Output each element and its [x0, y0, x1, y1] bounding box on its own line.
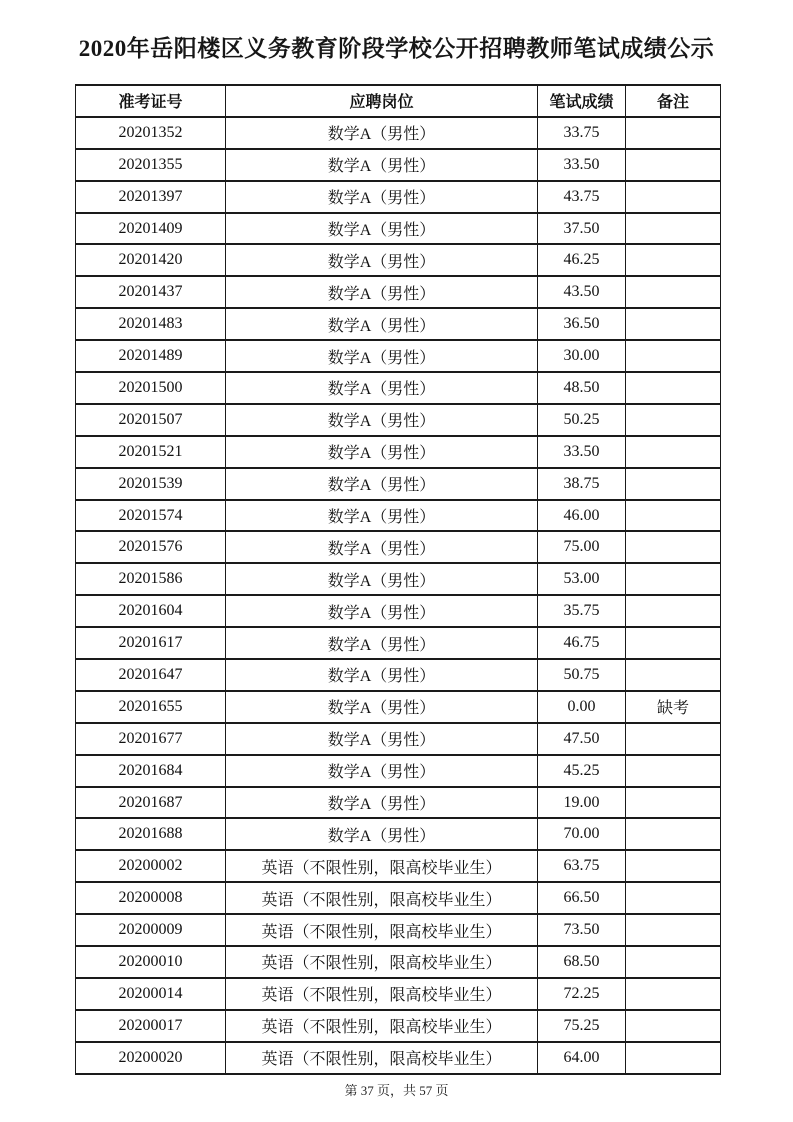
cell-written-score: 46.00 — [538, 500, 626, 532]
cell-remark — [626, 882, 721, 914]
cell-admission-number: 20201539 — [76, 468, 226, 500]
cell-position: 英语（不限性别，限高校毕业生） — [226, 914, 538, 946]
table-row — [76, 181, 721, 213]
table-row — [76, 244, 721, 276]
table-row — [76, 500, 721, 532]
cell-remark: 缺考 — [626, 691, 721, 723]
cell-position: 英语（不限性别，限高校毕业生） — [226, 1042, 538, 1074]
cell-written-score: 38.75 — [538, 468, 626, 500]
table-row — [76, 340, 721, 372]
results-table — [75, 84, 721, 1075]
cell-remark — [626, 468, 721, 500]
table-row — [76, 308, 721, 340]
cell-admission-number: 20201576 — [76, 531, 226, 563]
table-row — [76, 149, 721, 181]
cell-position: 数学A（男性） — [226, 117, 538, 149]
cell-remark — [626, 1042, 721, 1074]
table-row — [76, 372, 721, 404]
cell-position: 英语（不限性别，限高校毕业生） — [226, 882, 538, 914]
cell-written-score: 37.50 — [538, 213, 626, 245]
cell-position: 数学A（男性） — [226, 436, 538, 468]
table-row — [76, 818, 721, 850]
cell-written-score: 48.50 — [538, 372, 626, 404]
cell-position: 数学A（男性） — [226, 500, 538, 532]
cell-written-score: 50.75 — [538, 659, 626, 691]
cell-written-score: 33.75 — [538, 117, 626, 149]
cell-admission-number: 20201647 — [76, 659, 226, 691]
cell-remark — [626, 308, 721, 340]
cell-written-score: 63.75 — [538, 850, 626, 882]
cell-remark — [626, 627, 721, 659]
page-number-footer: 第 37 页，共 57 页 — [344, 1083, 449, 1098]
cell-remark — [626, 531, 721, 563]
cell-position: 数学A（男性） — [226, 563, 538, 595]
table-row — [76, 755, 721, 787]
cell-position: 数学A（男性） — [226, 723, 538, 755]
cell-admission-number: 20201355 — [76, 149, 226, 181]
cell-position: 英语（不限性别，限高校毕业生） — [226, 978, 538, 1010]
cell-written-score: 73.50 — [538, 914, 626, 946]
cell-remark — [626, 244, 721, 276]
cell-remark — [626, 181, 721, 213]
cell-admission-number: 20201684 — [76, 755, 226, 787]
cell-admission-number: 20201574 — [76, 500, 226, 532]
page-title: 2020年岳阳楼区义务教育阶段学校公开招聘教师笔试成绩公示 — [78, 36, 715, 61]
cell-position: 数学A（男性） — [226, 659, 538, 691]
cell-position: 数学A（男性） — [226, 308, 538, 340]
cell-remark — [626, 563, 721, 595]
cell-admission-number: 20201409 — [76, 213, 226, 245]
cell-written-score: 43.75 — [538, 181, 626, 213]
header-admission-number: 准考证号 — [76, 85, 226, 117]
cell-position: 数学A（男性） — [226, 340, 538, 372]
table-row — [76, 117, 721, 149]
cell-remark — [626, 149, 721, 181]
cell-remark — [626, 117, 721, 149]
cell-admission-number: 20201397 — [76, 181, 226, 213]
cell-position: 数学A（男性） — [226, 372, 538, 404]
table-row — [76, 1010, 721, 1042]
cell-position: 数学A（男性） — [226, 276, 538, 308]
header-remark: 备注 — [626, 85, 721, 117]
cell-position: 数学A（男性） — [226, 244, 538, 276]
cell-position: 英语（不限性别，限高校毕业生） — [226, 946, 538, 978]
cell-remark — [626, 850, 721, 882]
cell-position: 数学A（男性） — [226, 531, 538, 563]
cell-written-score: 68.50 — [538, 946, 626, 978]
cell-admission-number: 20201352 — [76, 117, 226, 149]
cell-remark — [626, 978, 721, 1010]
cell-written-score: 72.25 — [538, 978, 626, 1010]
cell-written-score: 46.25 — [538, 244, 626, 276]
cell-written-score: 75.25 — [538, 1010, 626, 1042]
cell-written-score: 43.50 — [538, 276, 626, 308]
table-row — [76, 276, 721, 308]
cell-admission-number: 20201489 — [76, 340, 226, 372]
table-row — [76, 468, 721, 500]
cell-position: 数学A（男性） — [226, 755, 538, 787]
cell-written-score: 35.75 — [538, 595, 626, 627]
cell-position: 数学A（男性） — [226, 404, 538, 436]
cell-admission-number: 20201507 — [76, 404, 226, 436]
cell-admission-number: 20201521 — [76, 436, 226, 468]
cell-remark — [626, 755, 721, 787]
cell-admission-number: 20201687 — [76, 787, 226, 819]
cell-remark — [626, 404, 721, 436]
cell-written-score: 36.50 — [538, 308, 626, 340]
table-row — [76, 404, 721, 436]
table-row — [76, 723, 721, 755]
cell-written-score: 30.00 — [538, 340, 626, 372]
cell-written-score: 75.00 — [538, 531, 626, 563]
cell-written-score: 64.00 — [538, 1042, 626, 1074]
cell-position: 数学A（男性） — [226, 181, 538, 213]
cell-remark — [626, 500, 721, 532]
table-row — [76, 436, 721, 468]
cell-written-score: 50.25 — [538, 404, 626, 436]
cell-admission-number: 20201420 — [76, 244, 226, 276]
cell-remark — [626, 340, 721, 372]
header-position: 应聘岗位 — [226, 85, 538, 117]
cell-remark — [626, 372, 721, 404]
cell-admission-number: 20201617 — [76, 627, 226, 659]
cell-written-score: 33.50 — [538, 436, 626, 468]
cell-admission-number: 20200002 — [76, 850, 226, 882]
cell-remark — [626, 659, 721, 691]
cell-position: 英语（不限性别，限高校毕业生） — [226, 1010, 538, 1042]
cell-written-score: 33.50 — [538, 149, 626, 181]
cell-position: 数学A（男性） — [226, 213, 538, 245]
cell-admission-number: 20201655 — [76, 691, 226, 723]
cell-admission-number: 20201677 — [76, 723, 226, 755]
cell-written-score: 53.00 — [538, 563, 626, 595]
cell-admission-number: 20201483 — [76, 308, 226, 340]
cell-remark — [626, 276, 721, 308]
cell-admission-number: 20201688 — [76, 818, 226, 850]
cell-position: 数学A（男性） — [226, 818, 538, 850]
cell-remark — [626, 818, 721, 850]
cell-admission-number: 20201586 — [76, 563, 226, 595]
results-table-body — [76, 117, 721, 1074]
table-row — [76, 978, 721, 1010]
cell-written-score: 19.00 — [538, 787, 626, 819]
table-row — [76, 787, 721, 819]
cell-remark — [626, 213, 721, 245]
table-row — [76, 213, 721, 245]
cell-remark — [626, 436, 721, 468]
cell-remark — [626, 595, 721, 627]
cell-remark — [626, 723, 721, 755]
cell-admission-number: 20200010 — [76, 946, 226, 978]
cell-remark — [626, 1010, 721, 1042]
table-row — [76, 627, 721, 659]
cell-position: 数学A（男性） — [226, 787, 538, 819]
table-row — [76, 531, 721, 563]
cell-position: 数学A（男性） — [226, 595, 538, 627]
cell-admission-number: 20201437 — [76, 276, 226, 308]
cell-remark — [626, 914, 721, 946]
cell-written-score: 47.50 — [538, 723, 626, 755]
cell-position: 数学A（男性） — [226, 627, 538, 659]
cell-admission-number: 20200008 — [76, 882, 226, 914]
cell-written-score: 70.00 — [538, 818, 626, 850]
table-row — [76, 882, 721, 914]
cell-position: 数学A（男性） — [226, 468, 538, 500]
cell-position: 数学A（男性） — [226, 149, 538, 181]
table-row — [76, 946, 721, 978]
cell-admission-number: 20200014 — [76, 978, 226, 1010]
cell-written-score: 45.25 — [538, 755, 626, 787]
table-row — [76, 563, 721, 595]
table-row — [76, 1042, 721, 1074]
cell-remark — [626, 787, 721, 819]
table-row — [76, 850, 721, 882]
cell-admission-number: 20201604 — [76, 595, 226, 627]
cell-position: 英语（不限性别，限高校毕业生） — [226, 850, 538, 882]
table-header-row — [76, 85, 721, 117]
table-row — [76, 914, 721, 946]
header-written-score: 笔试成绩 — [538, 85, 626, 117]
cell-position: 数学A（男性） — [226, 691, 538, 723]
table-row — [76, 595, 721, 627]
cell-admission-number: 20200009 — [76, 914, 226, 946]
cell-written-score: 0.00 — [538, 691, 626, 723]
cell-written-score: 66.50 — [538, 882, 626, 914]
table-row — [76, 659, 721, 691]
cell-written-score: 46.75 — [538, 627, 626, 659]
cell-admission-number: 20200020 — [76, 1042, 226, 1074]
table-row — [76, 691, 721, 723]
cell-admission-number: 20201500 — [76, 372, 226, 404]
cell-admission-number: 20200017 — [76, 1010, 226, 1042]
cell-remark — [626, 946, 721, 978]
